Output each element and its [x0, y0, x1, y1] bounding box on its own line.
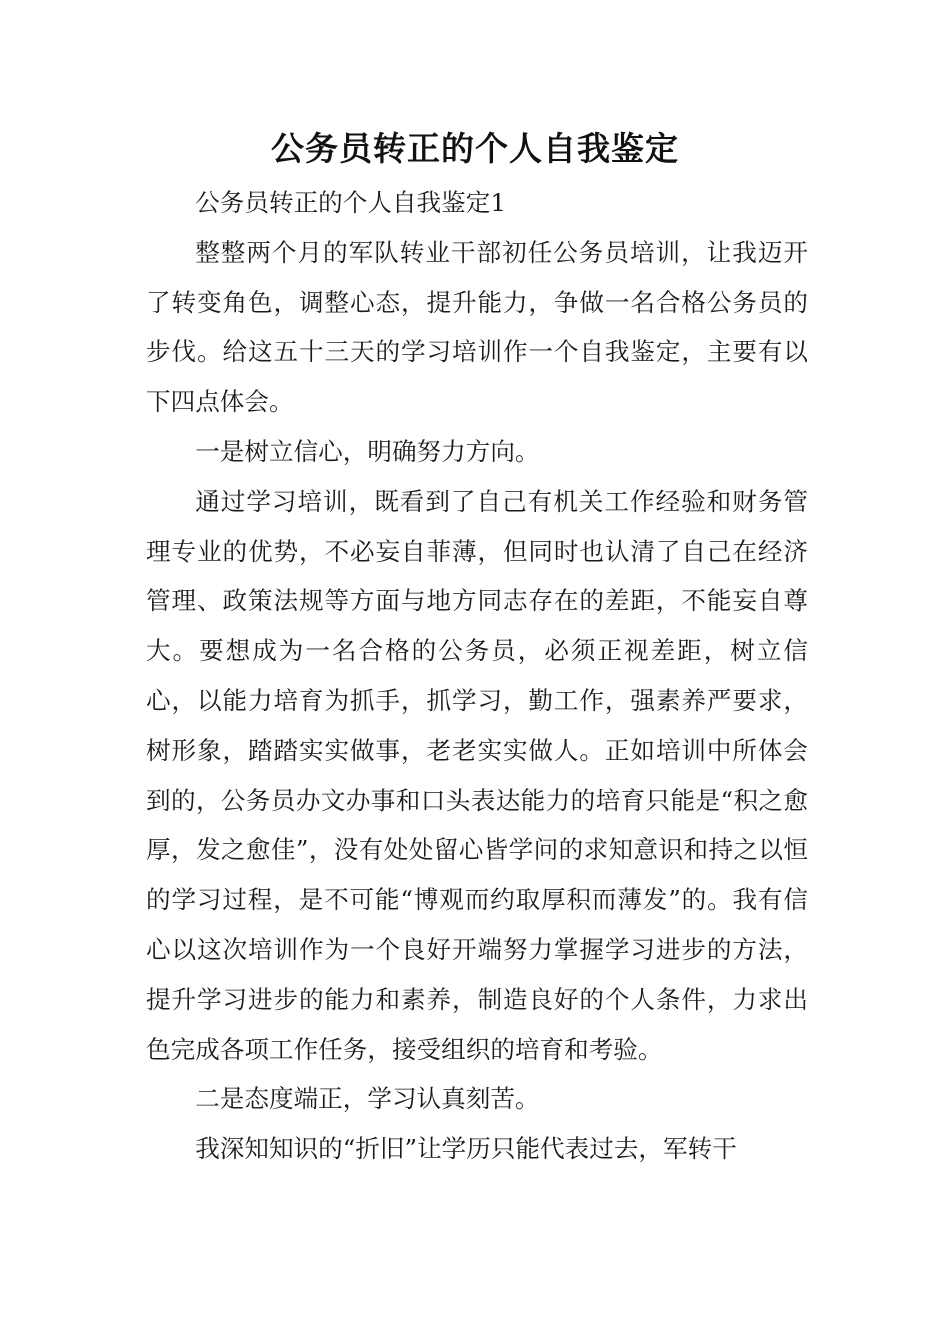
paragraph-point-two: 二是态度端正，学习认真刻苦。: [195, 1084, 540, 1114]
document-body: [146, 178, 808, 1174]
paragraph-point-one-body: 通过学习培训，既看到了自己有机关工作经验和财务管理专业的优势，不必妄自菲薄，但同时也认清了自己在经济管理、政策法规等方面与地方同志存在的差距，不能妄自尊大。要想成为一名合格的公务员，必须正视差距，树立信心，以能力培育为抓手，抓学习，勤工作，强素养严要求，树形象，踏踏实实做事，老老实实做人。正如培训中所体会到的，公务员办文办事和口头表达能力的培育只能是“积之愈厚，发之愈佳”，没有处处留心皆学问的求知意识和持之以恒的学习过程，是不可能“博观而约取厚积而薄发”的。我有信心以这次培训作为一个良好开端努力掌握学习进步的方法，提升学习进步的能力和素养，制造良好的个人条件，力求出色完成各项工作任务，接受组织的培育和考验。: [146, 486, 808, 1064]
paragraph-heading-1: 公务员转正的个人自我鉴定1: [195, 188, 506, 217]
paragraph-point-one: 一是树立信心，明确努力方向。: [195, 436, 540, 466]
paragraph-intro: 整整两个月的军队转业干部初任公务员培训，让我迈开了转变角色，调整心态，提升能力，争做一名合格公务员的步伐。给这五十三天的学习培训作一个自我鉴定，主要有以下四点体会。: [146, 237, 808, 417]
paragraph-point-two-body: 我深知知识的“折旧”让学历只能代表过去，军转干: [195, 1134, 737, 1164]
document-title: 公务员转正的个人自我鉴定: [271, 129, 679, 168]
